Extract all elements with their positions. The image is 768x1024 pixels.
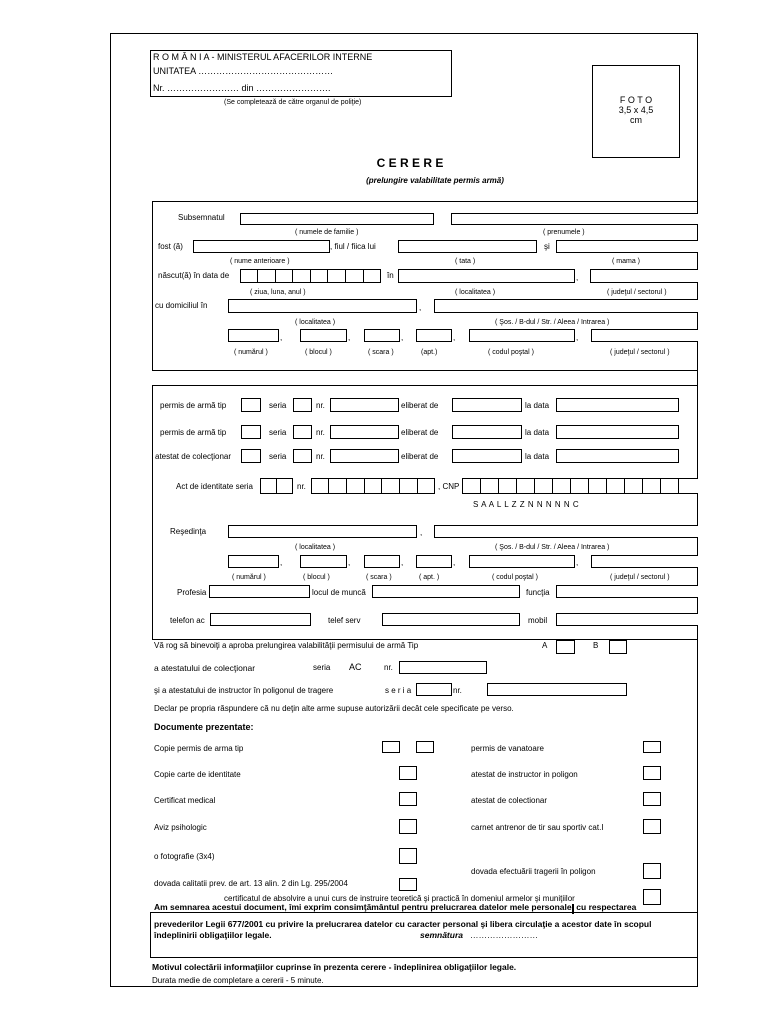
birth-place-field[interactable] [398,269,575,283]
domicile-block-field[interactable] [300,329,347,342]
hint-res-number: ( numărul ) [232,574,266,581]
residence-number-field[interactable] [228,555,279,568]
consent-line0: Am semnarea acestui document, îmi exprim consimţământul pentru prelucrarea datelor mele personale, cu respectarea [154,902,637,912]
domicile-apt-field[interactable] [416,329,452,342]
domicile-county-field[interactable] [591,329,698,342]
comma: , [280,333,283,342]
doc-photo-checkbox[interactable] [399,848,417,864]
mobile-field[interactable] [556,613,698,626]
residence-apt-field[interactable] [416,555,452,568]
photo-box [592,65,680,158]
nascut-label: născut(ă) în data de [158,271,230,280]
signature-label: semnătura [420,930,463,940]
doc-collector-checkbox[interactable] [643,792,661,806]
comma: , [419,303,422,312]
doc-instructor-label: atestat de instructor in poligon [471,770,578,779]
collector-cert-label: atestat de colecţionar [155,452,232,461]
hint-residence-street: ( Şos. / B-dul / Str. / Aleea / Intrarea ) [495,544,610,551]
hint-birth-county: ( judeţul / sectorul ) [607,289,667,296]
domiciliu-label: cu domiciliul în [155,301,208,310]
workplace-label: locul de muncă [312,588,366,597]
id-card-label: Act de identitate seria [176,482,253,491]
last-name-field[interactable] [240,213,434,225]
permit2-label: permis de armă tip [160,428,227,437]
header-note: (Se completează de către organul de poliţie) [224,99,362,106]
residence-block-field[interactable] [300,555,347,568]
permit1-label: permis de armă tip [160,401,227,410]
hint-first-name: ( prenumele ) [543,229,585,236]
documents-heading: Documente prezentate: [154,722,254,732]
permit1-issued-label: eliberat de [401,401,439,410]
permit1-number-field[interactable] [330,398,399,412]
collector-date-label: la data [525,452,550,461]
hint-res-apt: ( apt. ) [419,574,440,581]
permit2-type-field[interactable] [241,425,261,439]
permit1-date-field[interactable] [556,398,679,412]
doc-quality-checkbox[interactable] [399,878,417,891]
photo-label: F O T O [619,95,653,105]
hint-block: ( blocul ) [305,349,332,356]
mother-name-field[interactable] [556,240,698,253]
comma: , [576,558,579,567]
collector-series-field[interactable] [293,449,312,463]
doc-id-copy-checkbox[interactable] [399,766,417,780]
comma: , [401,558,404,567]
doc-hunting-label: permis de vanatoare [471,744,544,753]
type-a-checkbox[interactable] [556,640,575,654]
collector-number-field[interactable] [330,449,399,463]
function-label: funcţia [526,588,550,597]
residence-locality-field[interactable] [228,525,417,538]
personal-data-section [152,201,698,371]
workplace-field[interactable] [372,585,520,598]
residence-stair-field[interactable] [364,555,400,568]
instructor-request-label: şi a atestatului de instructor în poligonul de tragere [154,686,334,695]
hint-residence-locality: ( localitatea ) [295,544,336,551]
type-b-checkbox[interactable] [609,640,627,654]
collector-date-field[interactable] [556,449,679,463]
signature-dots[interactable]: …………………… [470,930,538,940]
collector-series-label: seria [269,452,287,461]
doc-course-checkbox[interactable] [643,889,661,905]
comma: , [280,558,283,567]
collector-issued-label: eliberat de [401,452,439,461]
doc-permit-copy-label: Copie permis de arma tip [154,744,244,753]
comma: , [401,333,404,342]
hint-date: ( ziua, luna, anul ) [250,289,306,296]
domicile-stair-field[interactable] [364,329,400,342]
doc-hunting-checkbox[interactable] [643,741,661,753]
type-a-label: A [542,641,548,650]
hint-res-postal: ( codul poştal ) [492,574,538,581]
phone-work-field[interactable] [382,613,520,626]
si-label: şi [544,242,550,251]
domicile-postal-field[interactable] [469,329,575,342]
domicile-number-field[interactable] [228,329,279,342]
permit2-series-label: seria [269,428,287,437]
doc-psych-label: Aviz psihologic [154,823,207,832]
permit2-issued-label: eliberat de [401,428,439,437]
in-label: în [387,271,394,280]
doc-id-copy-label: Copie carte de identitate [154,770,241,779]
hint-father: ( tata ) [455,258,476,265]
comma: , [453,333,456,342]
permit2-date-field[interactable] [556,425,679,439]
photo-size: 3,5 x 4,5 [618,105,654,115]
doc-trainer-label: carnet antrenor de tir sau sportiv cat.I [471,823,604,832]
doc-trainer-checkbox[interactable] [643,819,661,834]
permit1-series-label: seria [269,401,287,410]
birth-county-field[interactable] [590,269,698,283]
instructor-series-field[interactable] [416,683,452,696]
doc-permit-copy-checkbox-2[interactable] [416,741,434,753]
consent-line2: îndeplinirii obligaţiilor legale. [154,930,272,940]
father-name-field[interactable] [398,240,537,253]
subsemnatul-label: Subsemnatul [178,213,225,222]
doc-shooting-checkbox[interactable] [643,863,661,879]
id-nr-label: nr. [297,482,306,491]
residence-county-field[interactable] [591,555,698,568]
collector-req-ac: AC [349,662,362,672]
hint-postal: ( codul poştal ) [488,349,534,356]
header-ministry: R O M Â N I A - MINISTERUL AFACERILOR INTERNE [153,52,373,62]
residence-postal-field[interactable] [469,555,575,568]
collector-issuer-field[interactable] [452,449,522,463]
profession-label: Profesia [177,588,207,597]
residence-street-field[interactable] [434,525,698,538]
hint-domicile-locality: ( localitatea ) [295,319,336,326]
doc-quality-label: dovada calitatii prev. de art. 13 alin. 2 din Lg. 295/2004 [154,879,348,888]
comma: , [576,273,579,282]
doc-medical-checkbox[interactable] [399,792,417,806]
phone-home-label: telefon ac [170,616,205,625]
domicile-locality-field[interactable] [228,299,417,313]
request-text: Vă rog să binevoiţi a aproba prelungirea valabilităţii permisului de armă Tip [154,641,419,650]
fiul-label: , fiul / fiica lui [330,242,376,251]
collector-nr-label: nr. [316,452,325,461]
mobile-label: mobil [528,616,548,625]
doc-psych-checkbox[interactable] [399,819,417,834]
footer-purpose: Motivul colectării informaţiilor cuprinse în prezenta cerere - îndeplinirea obligaţiilor legale. [152,962,517,972]
doc-shooting-label: dovada efectuării tragerii în poligon [471,867,596,876]
hint-stair: ( scara ) [368,349,394,356]
fost-label: fost (ă) [158,242,183,251]
comma: , [348,558,351,567]
instructor-nr-label: nr. [453,686,462,695]
permit2-number-field[interactable] [330,425,399,439]
phone-home-field[interactable] [210,613,311,626]
hint-mother: ( mama ) [612,258,640,265]
hint-county: ( judeţul / sectorul ) [610,349,670,356]
cnp-label: , CNP [438,482,460,491]
permit1-date-label: la data [525,401,550,410]
comma: , [453,558,456,567]
doc-instructor-checkbox[interactable] [643,766,661,780]
permit2-date-label: la data [525,428,550,437]
collector-type-field[interactable] [241,449,261,463]
phone-work-label: telef serv [328,616,361,625]
collector-request-label: a atestatului de colecţionar [154,663,256,673]
hint-birth-locality: ( localitatea ) [455,289,496,296]
permit2-nr-label: nr. [316,428,325,437]
header-number: Nr. …………………… din ……………………. [153,83,331,93]
type-b-label: B [593,641,599,650]
comma: , [576,333,579,342]
permits-section [152,385,698,640]
doc-medical-label: Certificat medical [154,796,216,805]
hint-res-stair: ( scara ) [366,574,392,581]
consent-line1: prevederilor Legii 677/2001 cu privire la prelucrarea datelor cu caracter personal şi libera circulaţie a acestor date în scopul [154,919,652,929]
profession-field[interactable] [209,585,310,598]
collector-req-series-label: seria [313,663,331,672]
footer-duration: Durata medie de completare a cererii - 5 minute. [152,976,324,985]
page-subtitle: (prelungire valabilitate permis armă) [366,176,504,185]
hint-number: ( numărul ) [234,349,268,356]
photo-unit: cm [630,115,642,125]
collector-req-nr-label: nr. [384,663,393,672]
hint-res-block: ( blocul ) [303,574,330,581]
permit2-series-field[interactable] [293,425,312,439]
cnp-structure: S A A L L Z Z N N N N N C [473,500,580,509]
permit1-type-field[interactable] [241,398,261,412]
comma: , [420,528,423,537]
permit1-series-field[interactable] [293,398,312,412]
previous-name-field[interactable] [193,240,330,253]
function-field[interactable] [556,585,698,598]
hint-apt: (apt.) [421,349,438,356]
doc-photo-label: o fotografie (3x4) [154,852,215,861]
doc-permit-copy-checkbox-1[interactable] [382,741,400,753]
page-title: C E R E R E [376,156,444,170]
hint-last-name: ( numele de familie ) [295,229,359,236]
doc-course-label: certificatul de absolvire a unui curs de instruire teoretică şi practică în domeniul armelor şi muniţiilor [224,894,575,903]
permit2-issuer-field[interactable] [452,425,522,439]
first-name-field[interactable] [451,213,698,225]
hint-domicile-street: ( Şos. / B-dul / Str. / Aleea / Intrarea ) [495,319,610,326]
collector-req-number-field[interactable] [399,661,487,674]
hint-previous-name: ( nume anterioare ) [230,258,290,265]
hint-res-county: ( judeţul / sectorul ) [610,574,670,581]
permit1-issuer-field[interactable] [452,398,522,412]
instructor-series-label: s e r i a [385,686,412,695]
residence-label: Reşedinţa [170,527,207,536]
instructor-number-field[interactable] [487,683,627,696]
comma: , [348,333,351,342]
header-unit: UNITATEA ……………………………………… [153,66,334,76]
doc-collector-label: atestat de colectionar [471,796,548,805]
consent-clipped-line [150,902,698,912]
permit1-nr-label: nr. [316,401,325,410]
declaration-text: Declar pe propria răspundere că nu deţin alte arme supuse autorizării decât cele specificate pe verso. [154,704,514,713]
domicile-street-field[interactable] [434,299,698,313]
